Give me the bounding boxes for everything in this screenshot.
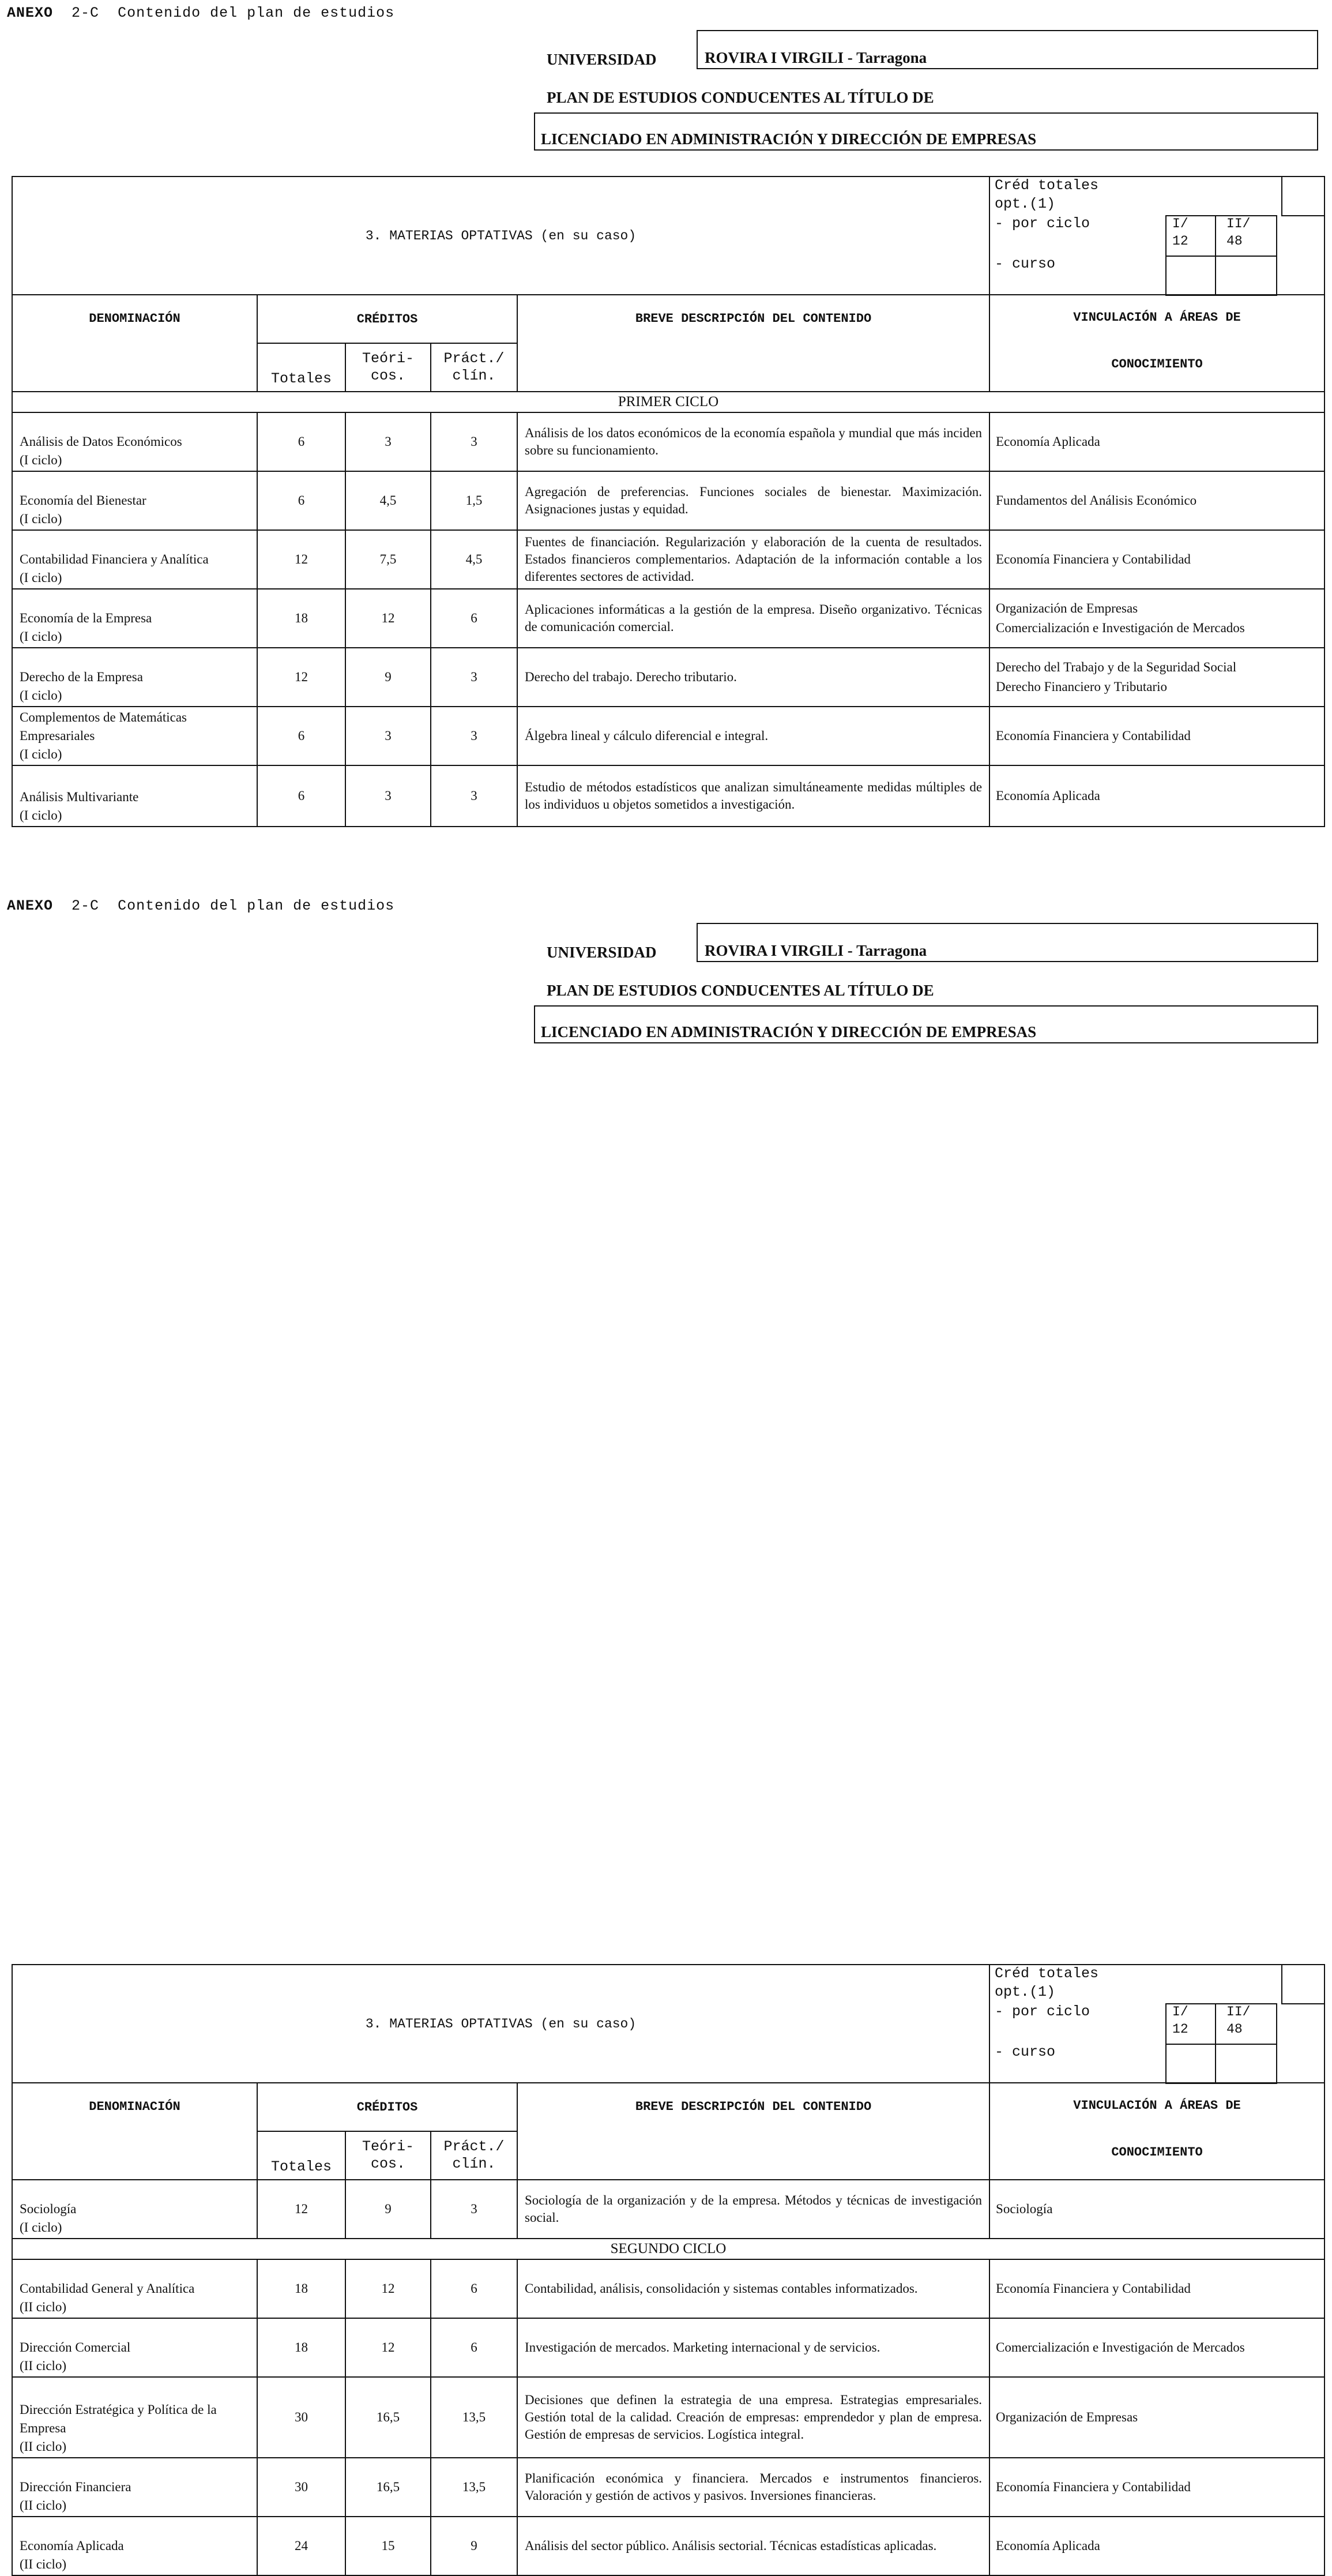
cycle-II-label: II/	[1226, 216, 1251, 231]
knowledge-area: Economía Financiera y Contabilidad	[996, 2480, 1191, 2494]
col-practicos-header	[431, 2131, 517, 2180]
table-row	[12, 648, 1325, 707]
credits-practice: 13,5	[431, 2377, 517, 2458]
table-row	[12, 471, 1325, 530]
credits-theory: 15	[345, 2517, 431, 2575]
subject-name: Contabilidad General y Analítica	[20, 2281, 195, 2296]
subject-name: Economía del Bienestar	[20, 493, 146, 508]
knowledge-area: Economía Aplicada	[996, 434, 1100, 449]
subject-cycle: (I ciclo)	[20, 453, 62, 467]
credits-practice: 6	[431, 2259, 517, 2318]
subject-name: Economía de la Empresa	[20, 611, 152, 625]
annex-header	[7, 898, 394, 914]
knowledge-areas-cell	[989, 412, 1325, 471]
col-creditos-header: CRÉDITOS	[257, 2083, 517, 2131]
knowledge-areas-cell	[989, 707, 1325, 765]
plan-label: PLAN DE ESTUDIOS CONDUCENTES AL TÍTULO DE	[547, 982, 934, 999]
degree-title: LICENCIADO EN ADMINISTRACIÓN Y DIRECCIÓN DE EMPRESAS	[541, 130, 1037, 148]
cycle-II-box	[1215, 2003, 1277, 2084]
credits-total: 18	[257, 2318, 345, 2377]
vinculacion-label: VINCULACIÓN A ÁREAS DE	[1073, 2098, 1241, 2113]
knowledge-area: Derecho del Trabajo y de la Seguridad Social	[996, 660, 1237, 674]
credits-theory: 3	[345, 412, 431, 471]
credits-theory: 9	[345, 2180, 431, 2239]
cycle-I-label: I/	[1172, 2004, 1188, 2019]
knowledge-area: Economía Aplicada	[996, 2539, 1100, 2553]
subject-name: Complementos de Matemáticas Empresariales	[20, 710, 187, 743]
credits-box	[989, 1965, 1325, 2083]
teoricos-line2: cos.	[370, 367, 405, 384]
credits-total: 12	[257, 648, 345, 707]
subject-cycle: (I ciclo)	[20, 747, 62, 761]
subject-description: Planificación económica y financiera. Mercados e instrumentos financieros. Valoración y gestión de activos y pasivos. Inversiones financieras.	[517, 2458, 989, 2517]
credits-theory: 9	[345, 648, 431, 707]
credits-corner-box	[1281, 177, 1325, 216]
cycle-II-label: II/	[1226, 2004, 1251, 2019]
section-title: 3. MATERIAS OPTATIVAS (en su caso)	[12, 1965, 989, 2083]
credits-practice: 13,5	[431, 2458, 517, 2517]
knowledge-area: Fundamentos del Análisis Económico	[996, 493, 1197, 508]
credits-theory: 12	[345, 589, 431, 648]
university-name: ROVIRA I VIRGILI - Tarragona	[705, 942, 927, 959]
section-title: 3. MATERIAS OPTATIVAS (en su caso)	[12, 177, 989, 295]
knowledge-areas-cell	[989, 2180, 1325, 2239]
subject-cycle: (II ciclo)	[20, 2439, 67, 2454]
subject-cycle: (II ciclo)	[20, 2359, 67, 2373]
cycle-divider: SEGUNDO CICLO	[12, 2239, 1325, 2259]
vinculacion-label: VINCULACIÓN A ÁREAS DE	[1073, 310, 1241, 325]
table-row	[12, 589, 1325, 648]
subject-name-cell	[12, 648, 257, 707]
credits-total: 6	[257, 707, 345, 765]
credits-practice: 3	[431, 2180, 517, 2239]
col-teoricos-header	[345, 2131, 431, 2180]
credits-total: 12	[257, 2180, 345, 2239]
knowledge-area: Economía Aplicada	[996, 788, 1100, 803]
credits-total: 18	[257, 2259, 345, 2318]
practicos-line1: Práct./	[443, 2138, 505, 2155]
teoricos-line2: cos.	[370, 2156, 405, 2172]
credits-theory: 16,5	[345, 2377, 431, 2458]
subject-cycle: (II ciclo)	[20, 2300, 67, 2314]
col-totales-header: Totales	[257, 2131, 345, 2180]
plan-label: PLAN DE ESTUDIOS CONDUCENTES AL TÍTULO DE	[547, 89, 934, 106]
subject-name: Dirección Comercial	[20, 2340, 131, 2355]
subject-name: Dirección Estratégica y Política de la Empresa	[20, 2402, 217, 2435]
teoricos-line1: Teóri-	[362, 350, 414, 367]
subject-name-cell	[12, 412, 257, 471]
practicos-line2: clín.	[452, 367, 496, 384]
knowledge-area: Sociología	[996, 2202, 1053, 2216]
degree-title-box	[534, 1005, 1318, 1043]
credits-theory: 16,5	[345, 2458, 431, 2517]
knowledge-areas-cell	[989, 530, 1325, 589]
cycle-I-label: I/	[1172, 216, 1188, 231]
plan-page	[0, 893, 1332, 2571]
subject-name-cell	[12, 530, 257, 589]
credits-box	[989, 177, 1325, 295]
subject-name: Contabilidad Financiera y Analítica	[20, 552, 209, 566]
subject-name-cell	[12, 765, 257, 827]
credits-per-cycle-label: - por ciclo	[995, 215, 1090, 232]
credits-practice: 6	[431, 589, 517, 648]
credits-theory: 3	[345, 707, 431, 765]
credits-total: 18	[257, 589, 345, 648]
credits-theory: 3	[345, 765, 431, 827]
knowledge-areas-cell	[989, 648, 1325, 707]
annex-label: ANEXO	[7, 898, 54, 914]
annex-code: 2-C	[72, 5, 100, 21]
knowledge-areas-cell	[989, 2517, 1325, 2575]
knowledge-areas-cell	[989, 2458, 1325, 2517]
university-box	[697, 923, 1318, 962]
credits-theory: 4,5	[345, 471, 431, 530]
annex-title: Contenido del plan de estudios	[118, 898, 395, 914]
subject-cycle: (I ciclo)	[20, 2220, 62, 2235]
col-denominacion-header: DENOMINACIÓN	[12, 2083, 257, 2180]
credits-total: 6	[257, 765, 345, 827]
credits-practice: 3	[431, 765, 517, 827]
subject-name: Derecho de la Empresa	[20, 670, 143, 684]
knowledge-area: Economía Financiera y Contabilidad	[996, 729, 1191, 743]
subject-name: Sociología	[20, 2202, 77, 2216]
col-vinculacion-header	[989, 295, 1325, 392]
credits-practice: 3	[431, 707, 517, 765]
table-row	[12, 412, 1325, 471]
subject-description: Análisis de los datos económicos de la economía española y mundial que más inciden sobre su funcionamiento.	[517, 412, 989, 471]
col-descripcion-header: BREVE DESCRIPCIÓN DEL CONTENIDO	[517, 2083, 989, 2180]
col-totales-header: Totales	[257, 343, 345, 392]
teoricos-line1: Teóri-	[362, 2138, 414, 2155]
subject-description: Decisiones que definen la estrategia de una empresa. Estrategias empresariales. Gestión total de la calidad. Creación de empresas: emprendedor y plan de empresa. Gestión de empresas de servicios. Logística integral.	[517, 2377, 989, 2458]
credits-theory: 12	[345, 2318, 431, 2377]
annex-code: 2-C	[72, 898, 100, 914]
cycle-II-value: 48	[1226, 234, 1243, 249]
credits-practice: 4,5	[431, 530, 517, 589]
credits-corner-box	[1281, 1965, 1325, 2004]
subject-name-cell	[12, 2517, 257, 2575]
col-practicos-header	[431, 343, 517, 392]
annex-header	[7, 5, 394, 21]
practicos-line2: clín.	[452, 2156, 496, 2172]
credits-total: 24	[257, 2517, 345, 2575]
subject-name: Economía Aplicada	[20, 2539, 124, 2553]
knowledge-area: Comercialización e Investigación de Mercados	[996, 621, 1245, 635]
knowledge-area: Economía Financiera y Contabilidad	[996, 552, 1191, 566]
credits-course-label: - curso	[995, 2044, 1056, 2060]
subject-cycle: (I ciclo)	[20, 570, 62, 585]
subject-name: Dirección Financiera	[20, 2480, 131, 2494]
col-vinculacion-header	[989, 2083, 1325, 2180]
credits-total-label: Créd totales	[995, 1965, 1099, 1982]
subject-description: Estudio de métodos estadísticos que analizan simultáneamente medidas múltiples de los individuos u objetos sometidos a investigación.	[517, 765, 989, 827]
table-row	[12, 2259, 1325, 2318]
col-teoricos-header	[345, 343, 431, 392]
knowledge-areas-cell	[989, 765, 1325, 827]
credits-opt-label: opt.(1)	[995, 196, 1056, 212]
credits-opt-label: opt.(1)	[995, 1984, 1056, 2000]
credits-total: 30	[257, 2377, 345, 2458]
subject-cycle: (I ciclo)	[20, 688, 62, 703]
table-row	[12, 2180, 1325, 2239]
knowledge-areas-cell	[989, 2318, 1325, 2377]
table-row	[12, 765, 1325, 827]
credits-total: 12	[257, 530, 345, 589]
credits-theory: 12	[345, 2259, 431, 2318]
knowledge-area: Organización de Empresas	[996, 601, 1138, 615]
table-row	[12, 2517, 1325, 2575]
subject-name: Análisis Multivariante	[20, 790, 139, 804]
subject-name-cell	[12, 707, 257, 765]
subject-description: Fuentes de financiación. Regularización y elaboración de la cuenta de resultados. Estados financieros complementarios. Adaptación de la información contable a los diferentes sectores de actividad.	[517, 530, 989, 589]
degree-title: LICENCIADO EN ADMINISTRACIÓN Y DIRECCIÓN DE EMPRESAS	[541, 1023, 1037, 1041]
knowledge-areas-cell	[989, 471, 1325, 530]
university-name: ROVIRA I VIRGILI - Tarragona	[705, 49, 927, 66]
university-label: UNIVERSIDAD	[547, 51, 657, 68]
subject-name-cell	[12, 471, 257, 530]
knowledge-area: Derecho Financiero y Tributario	[996, 679, 1168, 694]
subject-name-cell	[12, 2377, 257, 2458]
subject-name-cell	[12, 589, 257, 648]
subject-cycle: (I ciclo)	[20, 629, 62, 644]
optional-subjects-table	[12, 1964, 1325, 2576]
table-row	[12, 2318, 1325, 2377]
subject-cycle: (II ciclo)	[20, 2498, 67, 2513]
subject-name-cell	[12, 2318, 257, 2377]
subject-description: Aplicaciones informáticas a la gestión de la empresa. Diseño organizativo. Técnicas de comunicación comercial.	[517, 589, 989, 648]
credits-course-label: - curso	[995, 256, 1056, 272]
credits-practice: 9	[431, 2517, 517, 2575]
credits-total: 6	[257, 471, 345, 530]
col-creditos-header: CRÉDITOS	[257, 295, 517, 343]
cycle-II-value: 48	[1226, 2022, 1243, 2037]
subject-description: Análisis del sector público. Análisis sectorial. Técnicas estadísticas aplicadas.	[517, 2517, 989, 2575]
subject-description: Álgebra lineal y cálculo diferencial e integral.	[517, 707, 989, 765]
subject-cycle: (I ciclo)	[20, 808, 62, 823]
degree-title-box	[534, 112, 1318, 151]
cycle-I-value: 12	[1172, 234, 1188, 249]
practicos-line1: Práct./	[443, 350, 505, 367]
knowledge-areas-cell	[989, 589, 1325, 648]
subject-cycle: (II ciclo)	[20, 2557, 67, 2571]
conocimiento-label: CONOCIMIENTO	[1111, 357, 1203, 371]
table-row	[12, 707, 1325, 765]
cycle-I-box	[1165, 2003, 1216, 2084]
subject-description: Investigación de mercados. Marketing internacional y de servicios.	[517, 2318, 989, 2377]
credits-practice: 3	[431, 648, 517, 707]
subject-description: Agregación de preferencias. Funciones sociales de bienestar. Maximización. Asignaciones justas y equidad.	[517, 471, 989, 530]
credits-practice: 6	[431, 2318, 517, 2377]
credits-total: 6	[257, 412, 345, 471]
subject-description: Contabilidad, análisis, consolidación y sistemas contables informatizados.	[517, 2259, 989, 2318]
cycle-II-box	[1215, 215, 1277, 296]
col-denominacion-header: DENOMINACIÓN	[12, 295, 257, 392]
university-box	[697, 30, 1318, 69]
subject-name-cell	[12, 2259, 257, 2318]
knowledge-areas-cell	[989, 2377, 1325, 2458]
cycle-I-box	[1165, 215, 1216, 296]
annex-label: ANEXO	[7, 5, 54, 21]
credits-practice: 1,5	[431, 471, 517, 530]
university-label: UNIVERSIDAD	[547, 944, 657, 961]
knowledge-areas-cell	[989, 2259, 1325, 2318]
annex-title: Contenido del plan de estudios	[118, 5, 395, 21]
subject-description: Sociología de la organización y de la empresa. Métodos y técnicas de investigación social.	[517, 2180, 989, 2239]
subject-name: Análisis de Datos Económicos	[20, 434, 182, 449]
table-row	[12, 530, 1325, 589]
credits-per-cycle-label: - por ciclo	[995, 2003, 1090, 2020]
table-row	[12, 2458, 1325, 2517]
plan-page	[0, 0, 1332, 823]
table-row	[12, 2377, 1325, 2458]
knowledge-area: Organización de Empresas	[996, 2410, 1138, 2424]
credits-practice: 3	[431, 412, 517, 471]
knowledge-area: Economía Financiera y Contabilidad	[996, 2281, 1191, 2296]
subject-name-cell	[12, 2458, 257, 2517]
credits-theory: 7,5	[345, 530, 431, 589]
subject-name-cell	[12, 2180, 257, 2239]
subject-description: Derecho del trabajo. Derecho tributario.	[517, 648, 989, 707]
cycle-I-value: 12	[1172, 2022, 1188, 2037]
col-descripcion-header: BREVE DESCRIPCIÓN DEL CONTENIDO	[517, 295, 989, 392]
cycle-divider: PRIMER CICLO	[12, 392, 1325, 412]
optional-subjects-table	[12, 176, 1325, 827]
knowledge-area: Comercialización e Investigación de Mercados	[996, 2340, 1245, 2355]
credits-total: 30	[257, 2458, 345, 2517]
conocimiento-label: CONOCIMIENTO	[1111, 2145, 1203, 2160]
subject-cycle: (I ciclo)	[20, 512, 62, 526]
credits-total-label: Créd totales	[995, 177, 1099, 194]
